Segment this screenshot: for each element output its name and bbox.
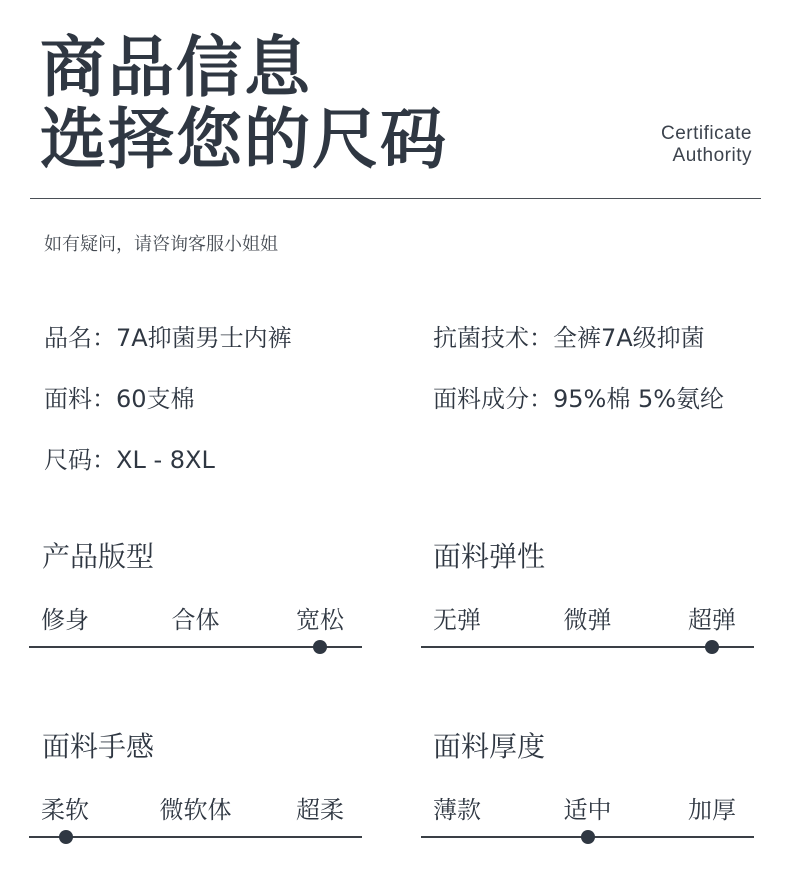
scale-label-min: 薄款 — [433, 796, 481, 824]
section-title-hand-feel: 面料手感 — [42, 730, 155, 763]
scale-indicator-dot — [313, 640, 327, 654]
scale-label-max: 加厚 — [688, 796, 736, 824]
scale-label-max: 超柔 — [296, 796, 344, 824]
scale-label-mid: 微软体 — [159, 796, 232, 824]
scale-label-mid: 适中 — [563, 796, 612, 824]
scale-label-mid: 微弹 — [563, 606, 612, 634]
thickness-scale — [421, 790, 754, 850]
spec-size-range: 尺码：XL - 8XL — [44, 446, 215, 474]
hand-feel-scale — [29, 790, 362, 850]
scale-label-max: 宽松 — [296, 606, 344, 634]
scale-label-max: 超弹 — [688, 606, 736, 634]
header-divider — [30, 198, 761, 199]
section-title-fit: 产品版型 — [42, 540, 155, 573]
scale-indicator-dot — [59, 830, 73, 844]
spec-fabric: 面料：60支棉 — [44, 385, 195, 413]
scale-label-min: 修身 — [41, 606, 89, 634]
certificate-label-line-1: Certificate — [660, 123, 752, 144]
spec-product-name: 品名：7A抑菌男士内裤 — [44, 324, 292, 352]
section-title-thickness: 面料厚度 — [433, 730, 546, 763]
spec-antibacterial-tech: 抗菌技术：全裤7A级抑菌 — [433, 324, 705, 352]
scale-track — [29, 836, 362, 838]
elasticity-scale — [421, 600, 754, 660]
scale-indicator-dot — [581, 830, 595, 844]
page-title-line-1: 商品信息 — [40, 29, 312, 106]
scale-track — [29, 646, 362, 648]
scale-label-min: 柔软 — [41, 796, 89, 824]
section-title-elasticity: 面料弹性 — [433, 540, 546, 573]
spec-fabric-composition: 面料成分：95%棉 5%氨纶 — [433, 385, 725, 413]
scale-label-mid: 合体 — [171, 606, 220, 634]
certificate-label-line-2: Authority — [672, 145, 752, 166]
customer-service-hint: 如有疑问，请咨询客服小姐姐 — [44, 234, 278, 255]
page-title-line-2: 选择您的尺码 — [40, 101, 448, 178]
scale-track — [421, 646, 754, 648]
scale-indicator-dot — [705, 640, 719, 654]
scale-label-min: 无弹 — [433, 606, 481, 634]
fit-scale — [29, 600, 362, 660]
